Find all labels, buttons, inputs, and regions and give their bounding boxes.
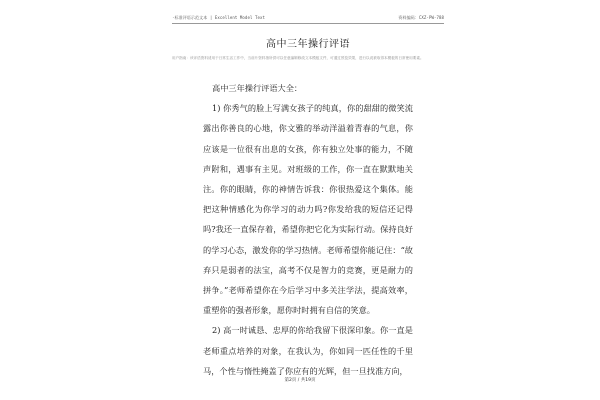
body-paragraph: 高中三年操行评语大全： xyxy=(212,83,303,93)
document-body xyxy=(203,78,413,381)
body-paragraph: 1) 你秀气的脸上写满女孩子的纯真，你的甜甜的微笑流露出你善良的心地，你文雅的举动洋溢着青春的气息，你应该是一位很有出息的女孩，你有独立处事的能力，不随声附和，遇事有主见。对班级的工作，你一直在默默地关注。你的眼睛，你的神情告诉我：你很热爱这个集体。能把这种情感化为你学习的动力吗?你发给我的短信还记得吗?我还一直保存着，希望你把它化为实际行动。保持良好的学习心态，激发你的学习热情。老师希望你能记住：“故弃只是弱者的法宝，高考不仅是智力的竞赛，更是耐力的拼争。”老师希望你在今后学习中多关注学法，提高效率，重塑你的强者形象，愿你时时拥有自信的笑意。 xyxy=(203,103,413,316)
page-number: 第2页 / 共19页 xyxy=(284,378,316,383)
page-header xyxy=(172,15,444,21)
user-guide-note: 用户指南：该评语资料适用于日常生活工作中，当前片资料指所供可以任意编辑修改文本模板文件，可通过预览效果，进行以说被取得本模板的日常使用要素。 xyxy=(172,56,424,60)
body-paragraph: 2) 高一时诚恳、忠厚的你给我留下很深印象。你一直是老师重点培养的对象，在我认为，你如同一匹任性的千里马，个性与惰性掩盖了你应有的光辉，但一旦找准方向， xyxy=(203,325,413,376)
header-left-text: ·标准评语示范文本 | Excellent Model Text xyxy=(172,15,265,20)
header-doc-code: 资料编码：CXZ-PW-788 xyxy=(398,15,444,20)
header-divider xyxy=(172,23,444,24)
document-title: 高中三年操行评语 xyxy=(266,39,350,50)
